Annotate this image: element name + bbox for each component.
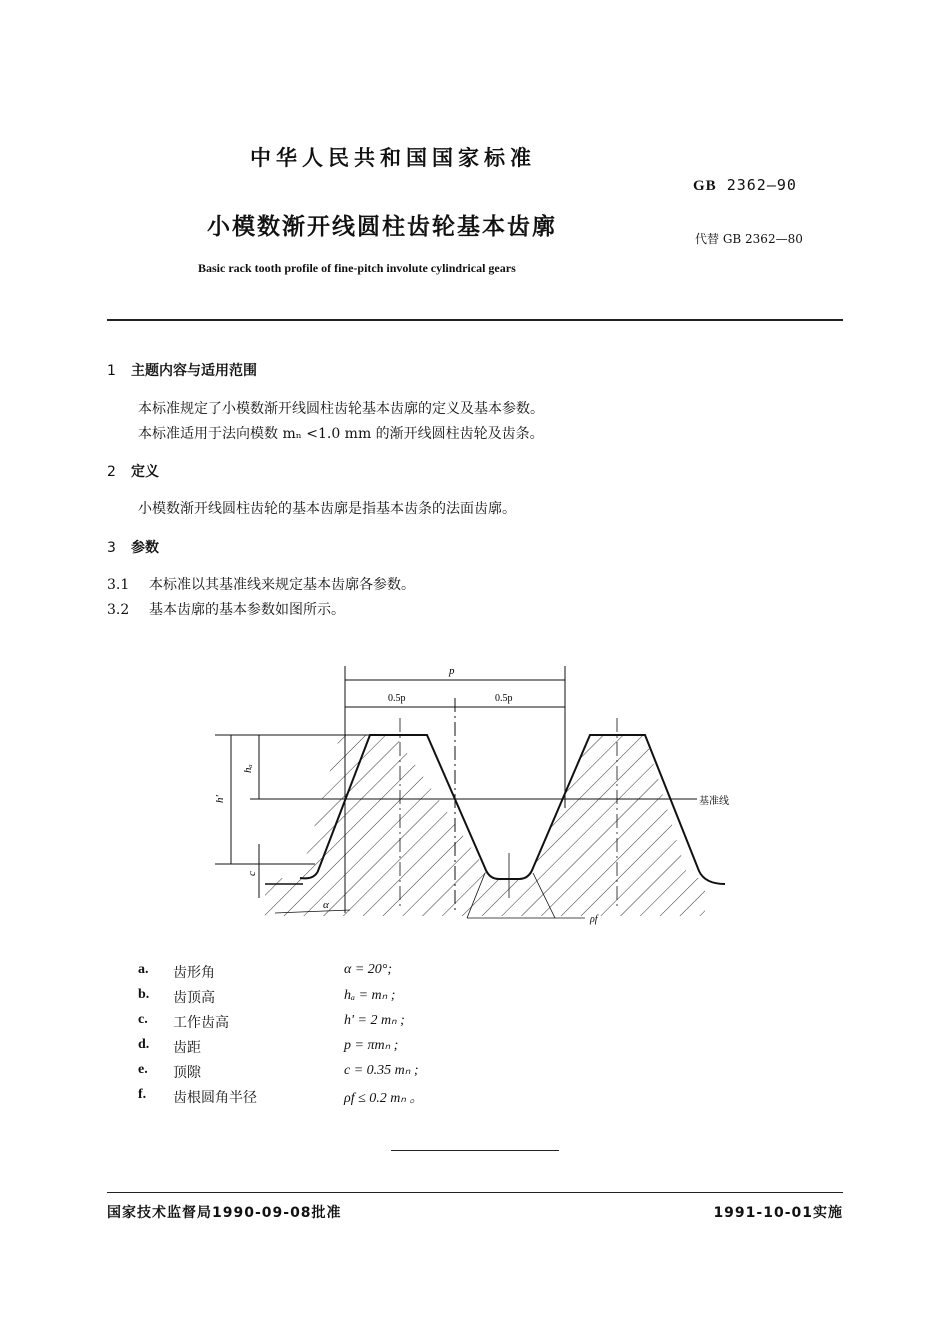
subsection-text: 本标准以其基准线来规定基本齿廓各参数。 <box>149 577 415 593</box>
parameter-letter: d. <box>138 1037 150 1052</box>
c-label: c <box>246 871 258 876</box>
parameter-row <box>138 1087 558 1112</box>
parameter-row <box>138 1012 558 1037</box>
gb-prefix: GB <box>693 178 717 194</box>
parameter-letter: e. <box>138 1062 148 1077</box>
gb-number: 2362—90 <box>726 176 797 194</box>
section-1-heading <box>107 360 257 380</box>
basic-rack-profile-diagram <box>205 658 745 928</box>
rho-f-label: ρf <box>590 914 598 925</box>
section-number: 2 <box>107 464 116 480</box>
section-1-paragraph-1: 本标准规定了小模数渐开线圆柱齿轮基本齿廓的定义及基本参数。 <box>138 401 544 417</box>
section-number: 1 <box>107 363 116 379</box>
parameter-row <box>138 987 558 1012</box>
section-number: 3 <box>107 540 116 556</box>
parameter-name: 齿距 <box>173 1040 201 1056</box>
h-prime-label: h' <box>214 795 226 803</box>
parameter-formula: α = 20°; <box>344 962 393 977</box>
datum-line-label: 基准线 <box>699 796 729 807</box>
parameter-name: 齿根圆角半径 <box>173 1090 257 1106</box>
parameter-row <box>138 1037 558 1062</box>
parameter-formula: h' = 2 mₙ ; <box>344 1013 405 1028</box>
parameter-name: 齿顶高 <box>173 990 215 1006</box>
parameter-letter: f. <box>138 1087 147 1102</box>
subsection-3-1 <box>107 574 415 594</box>
parameter-name: 顶隙 <box>173 1065 201 1081</box>
rack-material-fill <box>265 735 705 916</box>
alpha-label: α <box>323 899 329 911</box>
document-title-cn: 小模数渐开线圆柱齿轮基本齿廓 <box>207 214 557 240</box>
pitch-label: p <box>449 665 455 677</box>
effective-date: 1991-10-01实施 <box>713 1205 843 1221</box>
section-title: 主题内容与适用范围 <box>131 363 257 379</box>
section-1-paragraph-2: 本标准适用于法向模数 mₙ <1.0 mm 的渐开线圆柱齿轮及齿条。 <box>138 426 544 442</box>
parameter-letter: a. <box>138 962 149 977</box>
subsection-3-2 <box>107 599 345 619</box>
parameter-letter: b. <box>138 987 150 1002</box>
parameter-letter: c. <box>138 1012 148 1027</box>
subsection-text: 基本齿廓的基本参数如图所示。 <box>149 602 345 618</box>
section-2-heading <box>107 461 159 481</box>
section-3-heading <box>107 537 159 557</box>
ha-label: hₐ <box>242 764 254 773</box>
parameter-formula: hₐ = mₙ ; <box>344 988 396 1003</box>
end-rule <box>391 1150 559 1151</box>
subsection-number: 3.2 <box>107 602 130 618</box>
approval-note: 国家技术监督局1990-09-08批准 <box>107 1205 342 1221</box>
parameter-name: 工作齿高 <box>173 1015 229 1031</box>
parameter-formula: p = πmₙ ; <box>344 1038 399 1053</box>
parameter-formula: ρf ≤ 0.2 mₙ 。 <box>344 1091 424 1106</box>
parameter-row <box>138 962 558 987</box>
half-pitch-label-right: 0.5p <box>495 693 513 704</box>
parameter-name: 齿形角 <box>173 965 215 981</box>
parameter-list <box>138 962 558 1112</box>
section-title: 参数 <box>131 540 159 556</box>
parameter-row <box>138 1062 558 1087</box>
replaces-standard: 代替 GB 2362—80 <box>695 232 803 246</box>
footer-rule <box>107 1192 843 1193</box>
national-standard-heading: 中华人民共和国国家标准 <box>250 146 536 170</box>
section-title: 定义 <box>131 464 159 480</box>
header-rule <box>107 319 843 321</box>
half-pitch-label-left: 0.5p <box>388 693 406 704</box>
parameter-formula: c = 0.35 mₙ ; <box>344 1063 419 1078</box>
document-title-en: Basic rack tooth profile of fine-pitch involute cylindrical gears <box>198 261 516 275</box>
section-2-paragraph-1: 小模数渐开线圆柱齿轮的基本齿廓是指基本齿条的法面齿廓。 <box>138 501 516 517</box>
subsection-number: 3.1 <box>107 577 130 593</box>
standard-number <box>693 176 797 195</box>
